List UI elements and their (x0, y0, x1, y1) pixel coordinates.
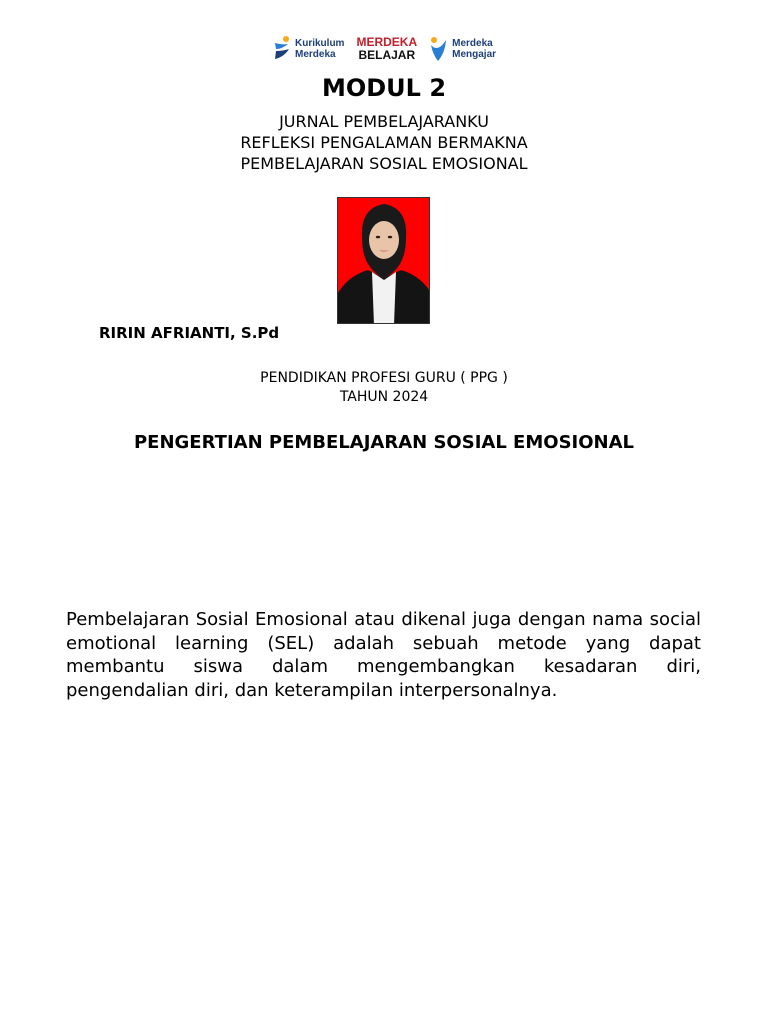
page-title: MODUL 2 (321, 74, 447, 102)
author-name: RIRIN AFRIANTI, S.Pd (99, 324, 280, 342)
merdeka-belajar-logo (356, 36, 417, 62)
kurikulum-merdeka-logo (272, 35, 344, 63)
subtitle-line-2: REFLEKSI PENGALAMAN BERMAKNA (240, 133, 528, 152)
definition-paragraph: Pembelajaran Sosial Emosional atau dikenal juga dengan nama social emotional learning (SEL) adalah sebuah metode yang dapat membantu siswa dalam mengembangkan kesadaran diri, pengendalian diri, dan keterampilan interpersonalnya. (66, 609, 701, 701)
merdeka-text: Merdeka (295, 49, 336, 60)
section-heading: PENGERTIAN PEMBELAJARAN SOSIAL EMOSIONAL (133, 432, 634, 453)
merdeka-belajar-line2: BELAJAR (358, 48, 416, 62)
header-logos (272, 32, 496, 66)
merdeka-mengajar-icon (429, 35, 449, 63)
subtitle-line-1: JURNAL PEMBELAJARANKU (279, 112, 489, 131)
merdeka-mengajar-line1: Merdeka (452, 38, 493, 49)
kurikulum-text: Kurikulum (295, 38, 345, 49)
program-year: TAHUN 2024 (339, 389, 429, 405)
author-photo (337, 197, 430, 324)
portrait-image (338, 198, 430, 324)
kurikulum-merdeka-icon (272, 35, 292, 63)
program-name: PENDIDIKAN PROFESI GURU ( PPG ) (260, 370, 508, 386)
merdeka-mengajar-logo (429, 35, 496, 63)
merdeka-belajar-line1: MERDEKA (356, 35, 418, 49)
subtitle-line-3: PEMBELAJARAN SOSIAL EMOSIONAL (240, 154, 528, 173)
merdeka-mengajar-line2: Mengajar (452, 49, 497, 60)
